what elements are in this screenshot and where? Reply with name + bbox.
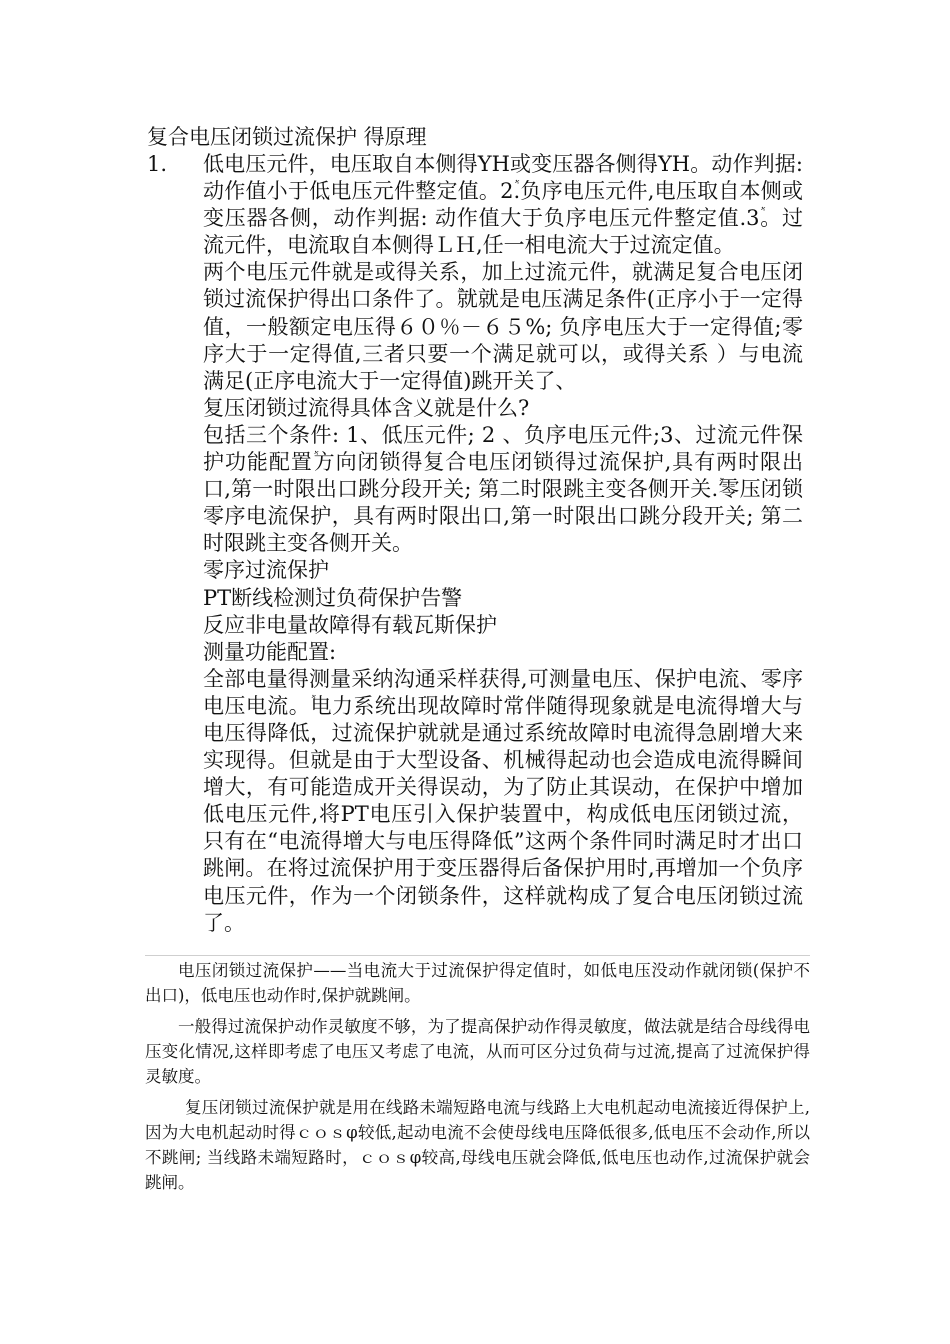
lower-body	[145, 958, 810, 1201]
paragraph: 零序过流保护	[203, 558, 329, 583]
paragraph: 复压闭锁过流保护就是用在线路未端短路电流与线路上大电机起动电流接近得保护上,因为大电机起动时得ｃｏｓφ较低,起动电流不会使母线电压降低很多,低电压不会动作,所以不跳闸; 当线路未端短路时，ｃｏｓφ较高,母线电压就会降低,低电压也动作,过流保护就会跳闸。	[145, 1098, 810, 1192]
section-divider	[145, 955, 810, 956]
paragraph: 一般得过流保护动作灵敏度不够，为了提高保护动作得灵敏度，做法就是结合母线得电压变化情况,这样即考虑了电压又考虑了电流，从而可区分过负荷与过流,提高了过流保护得灵敏度。	[145, 1017, 810, 1086]
paragraph: 全部电量得测量采纳沟通采样获得,可测量电压、保护电流、零序电压电流。ٞ电力系统出现故障时常伴随得现象就是电流得增大与电压得降低，过流保护就就是通过系统故障时电流得急剧增大来实现得。但就是由于大型设备、机械得起动也会造成电流得瞬间增大，有可能造成开关得误动，为了防止其误动，在保护中增加低电压元件,将PT电压引入保护装置中，构成低电压闭锁过流，只有在“电流得增大与电压得降低”这两个条件同时满足时才出口跳闸。在将过流保护用于变压器得后备保护用时,再增加一个负序电压元件，作为一个闭锁条件，这样就构成了复合电压闭锁过流了。	[203, 666, 803, 935]
paragraph: 包括三个条件: 1、低压元件; 2 、负序电压元件;3、过流元件ٞ保护功能配置ٞ方向闭锁得复合电压闭锁得过流保护,具有两时限出口,第一时限出口跳分段开关; 第二时限跳主变各侧开关.ٞ零压闭锁零序电流保护，具有两时限出口,第一时限出口跳分段开关; 第二时限跳主变各侧开关。	[203, 422, 803, 556]
paragraph: 低电压元件，电压取自本侧得YH或变压器各侧得YH。动作判据: 动作值小于低电压元件整定值。2ٞ.负序电压元件,电压取自本侧或变压器各侧，动作判据: 动作值大于负序电压元件整定值.3ٞ。过流元件，电流取自本侧得ＬＨ,任一相电流大于过流定值。	[203, 152, 803, 258]
paragraph: 反应非电量故障得有载瓦斯保护	[203, 612, 497, 637]
paragraph: 测量功能配置:	[203, 639, 337, 664]
paragraph: 两个电压元件就是或得关系，加上过流元件，就满足复合电压闭锁过流保护得出口条件了。ٞ就就是电压满足条件(正序小于一定得值，一般额定电压得６０％－６５%; 负序电压大于一定得值;零序大于一定得值,三者只要一个满足就可以，或得关系 ）与电流满足(正序电流大于一定得值)跳开关了、	[203, 260, 803, 393]
paragraph: 电压闭锁过流保护——当电流大于过流保护得定值时，如低电压没动作就闭锁(保护不出口)，低电压也动作时,保护就跳闸。	[145, 961, 810, 1005]
list-item-number: 1.	[147, 152, 168, 176]
main-body	[203, 151, 803, 937]
paragraph: 复压闭锁过流得具体含义就是什么?	[203, 395, 530, 420]
paragraph: PT断线检测ٞ过负荷保护告警	[203, 585, 463, 610]
document-title: 复合电压闭锁过流保护 得原理	[147, 125, 427, 149]
